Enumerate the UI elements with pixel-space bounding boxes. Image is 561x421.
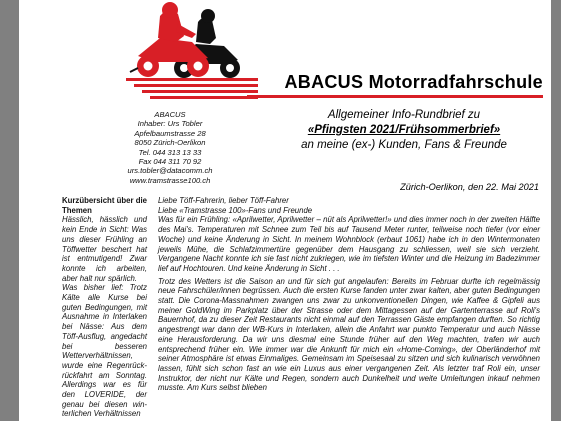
newsletter-kicker: Allgemeiner Info-Rundbrief zu — [327, 109, 481, 121]
address-email: urs.tobler@datacomm.ch — [127, 166, 213, 176]
greeting-line: Liebe «Tramstrasse 100»-Fans und Freunde — [158, 205, 313, 215]
school-title: ABACUS Motorradfahrschule — [284, 72, 543, 92]
newsletter-heading — [259, 108, 549, 153]
address-fax: Fax 044 311 70 92 — [138, 157, 202, 167]
address-line: Inhaber: Urs Tobler — [137, 119, 203, 129]
sidebar-paragraph: Hässlich, hässlich und kein Ende in Sicht: Was uns dieser Frühling an Töffwetter beschert hat ist entmutigend! Zwar konnte ich arbeiten, aber halt nur spärlich. — [62, 215, 147, 283]
letter-page — [19, 0, 551, 421]
address-line: Apfelbaumstrasse 28 — [134, 128, 206, 138]
body-paragraph: Was für ein Frühling: «Aprilwetter, Aprilwetter – nüt als Aprilwetter!» und dies immer noch in der zweiten Hälfte des Mai's. Temperaturen mit Schnee zum Teil bis auf Tausend Meter runter, teilweise noch tiefer (vor einer Woche) und keine Änderung in Sicht. In meinem Wohnblock (erbaut 1061) habe ich in den Wintermonaten jeweils Mühe, die Schlafzimmertüre gegenüber dem Hausgang zu schliessen, weil sie sich verzieht. Vergangene Nacht konnte ich sie fast nicht zukriegen, wie im tiefsten Winter und die Heizung im Badezimmer lief auf Hochtouren. Und keine Änderung in Sicht . . . — [158, 215, 540, 273]
newsletter-audience: an meine (ex-) Kunden, Fans & Freunde — [301, 139, 507, 151]
letter-body — [158, 196, 540, 393]
address-line: 8050 Zürich-Oerlikon — [134, 138, 206, 148]
dateline: Zürich-Oerlikon, den 22. Mai 2021 — [400, 182, 539, 192]
newsletter-title: «Pfingsten 2021/Frühsommerbrief» — [307, 124, 501, 136]
sidebar-summary — [62, 196, 147, 419]
address-phone: Tel. 044 313 13 33 — [138, 147, 202, 157]
sidebar-title: Kurzübersicht über die Themen — [62, 196, 147, 215]
sidebar-paragraph: Was bisher lief: Trotz Kälte alle Kurse bei guten Bedingungen, mit Ausnahme in Interlaken bei Nässe: Aus dem Töff-Ausflug, angedacht bei besseren Wetterverhältnissen, wurde eine Regenrück-rückfahrt am Sonntag. Allerdings war es für den LOVERIDE, der genau bei diesen win-terlichen Verhältnissen — [62, 283, 147, 419]
body-paragraph: Trotz des Wetters ist die Saison an und für sich gut angelaufen: Bereits im Februar durfte ich regelmässig neue Fahrschüler/innen begrüssen. Auch die ersten Kurse fanden unter zwar kalten, aber guten Bedingungen statt. Die Corona-Massnahmen zwangen uns zwar zu unkonventionellen Dingen, wie Kaffee & Gipfeli aus meiner GoldWing im Parkplatz über der Strasse oder dem Mittagessen auf der Gartenterrasse auf Roli's Bauernhof, da zu dieser Zeit Restaurants nicht einmal auf den Terrassen Gäste empfangen durften. So richtig angestrengt war dann der WB-Kurs in Interlaken, allein die Anfahrt war punkto Temperatur und auch Nässe eine Herausforderung. Da wir uns diesmal eine Stunde früher auf den Weg machten, trafen wir auch entsprechend früher ein. Wie immer war die Ankunft für mich ein «Home-Coming», der Oberländerhof mit seiner Atmosphäre ist etwas Einmaliges. Gemeinsam im Speisesaal zu sitzen und sich kulinarisch verwöhnen lassen, fühlt sich schon fast an wie ein Luxus aus einer vergangenen Zeit. Als letzter traf Roli ein, unser Instruktor, der nicht nur Kälte und Regen, sondern auch Dunkelheit und weite Umleitungen inkauf nehmen musste. Am Kurs selbst blieben — [158, 276, 540, 393]
address-block — [75, 110, 265, 185]
header-red-line — [247, 95, 543, 98]
greeting-line: Liebe Töff-Fahrerin, lieber Töff-Fahrer — [158, 196, 289, 205]
address-line: ABACUS — [154, 110, 186, 119]
address-website: www.tramstrasse100.ch — [129, 175, 211, 185]
